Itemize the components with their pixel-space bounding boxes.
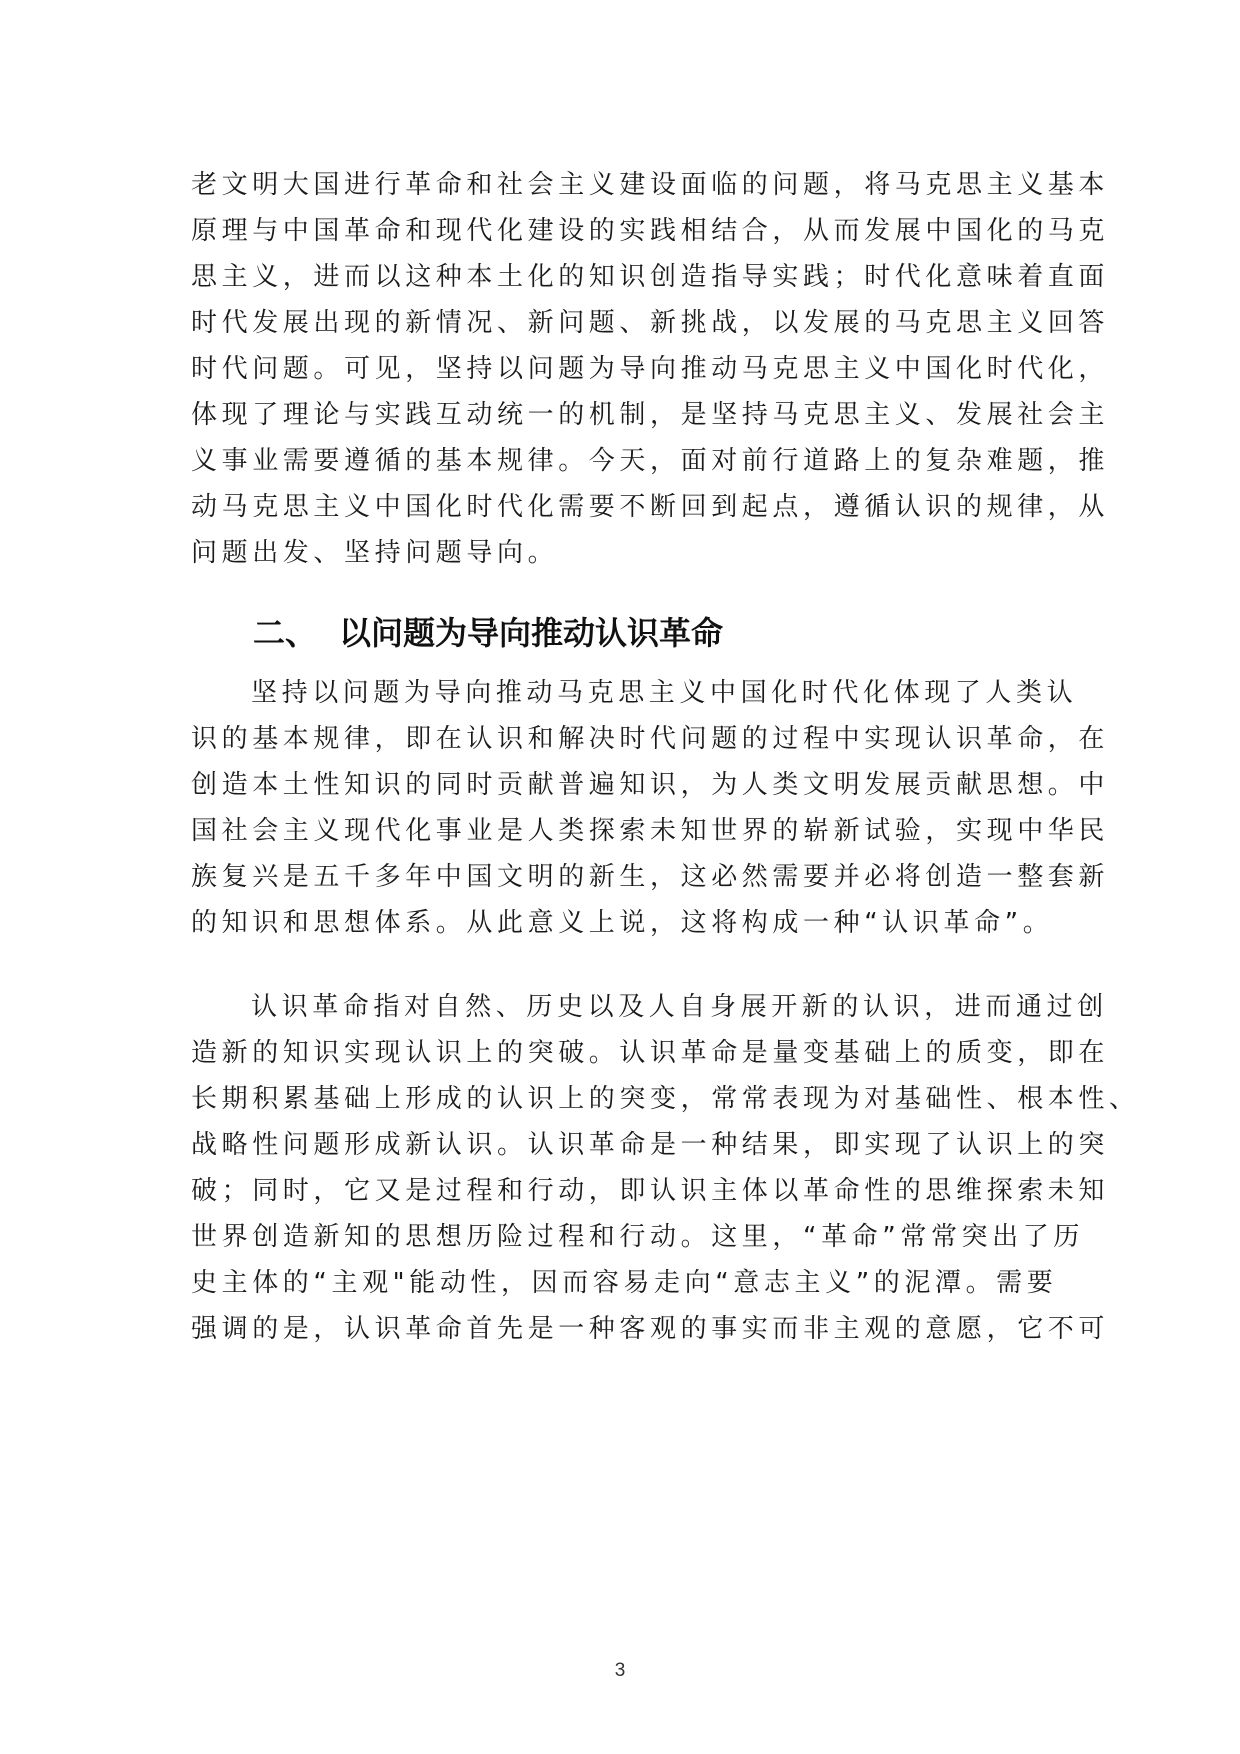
text-line: 时代问题。可见，坚持以问题为导向推动马克思主义中国化时代化， (191, 354, 1110, 384)
text-line: 原理与中国革命和现代化建设的实践相结合，从而发展中国化的马克 (191, 216, 1110, 246)
page-number: 3 (614, 1660, 626, 1681)
paragraph-continuation (191, 162, 1110, 576)
text-line: 时代发展出现的新情况、新问题、新挑战，以发展的马克思主义回答 (191, 308, 1110, 338)
paragraph (191, 984, 1140, 1352)
text-line: 识的基本规律，即在认识和解决时代问题的过程中实现认识革命，在 (191, 724, 1110, 754)
text-line: 坚持以问题为导向推动马克思主义中国化时代化体现了人类认 (251, 678, 1078, 708)
text-line: 破；同时，它又是过程和行动，即认识主体以革命性的思维探索未知 (191, 1176, 1110, 1206)
text-line: 强调的是，认识革命首先是一种客观的事实而非主观的意愿，它不可 (191, 1314, 1110, 1344)
section-number: 二、 (253, 614, 318, 652)
text-line: 战略性问题形成新认识。认识革命是一种结果，即实现了认识上的突 (191, 1130, 1110, 1160)
text-line: 义事业需要遵循的基本规律。今天，面对前行道路上的复杂难题，推 (191, 446, 1110, 476)
text-line: 长期积累基础上形成的认识上的突变，常常表现为对基础性、根本性、 (191, 1084, 1140, 1114)
text-line: 思主义，进而以这种本土化的知识创造指导实践；时代化意味着直面 (191, 262, 1110, 292)
text-line: 动马克思主义中国化时代化需要不断回到起点，遵循认识的规律，从 (191, 492, 1110, 522)
text-line: 族复兴是五千多年中国文明的新生，这必然需要并必将创造一整套新 (191, 862, 1110, 892)
text-line: 造新的知识实现认识上的突破。认识革命是量变基础上的质变，即在 (191, 1038, 1110, 1068)
text-line: 体现了理论与实践互动统一的机制，是坚持马克思主义、发展社会主 (191, 400, 1110, 430)
section-title: 以问题为导向推动认识革命 (339, 614, 724, 652)
text-line: 的知识和思想体系。从此意义上说，这将构成一种“认识革命”。 (191, 908, 1054, 938)
paragraph (191, 670, 1110, 946)
text-line: 老文明大国进行革命和社会主义建设面临的问题，将马克思主义基本 (191, 170, 1110, 200)
text-line: 国社会主义现代化事业是人类探索未知世界的崭新试验，实现中华民 (191, 816, 1110, 846)
section-heading (253, 610, 723, 656)
text-line: 创造本土性知识的同时贡献普遍知识，为人类文明发展贡献思想。中 (191, 770, 1110, 800)
text-line: 认识革命指对自然、历史以及人自身展开新的认识，进而通过创 (251, 992, 1108, 1022)
text-line: 问题出发、坚持问题导向。 (191, 538, 559, 568)
text-line: 世界创造新知的思想历险过程和行动。这里，“革命”常常突出了历 (191, 1222, 1084, 1252)
text-line: 史主体的“主观"能动性，因而容易走向“意志主义”的泥潭。需要 (191, 1268, 1058, 1298)
